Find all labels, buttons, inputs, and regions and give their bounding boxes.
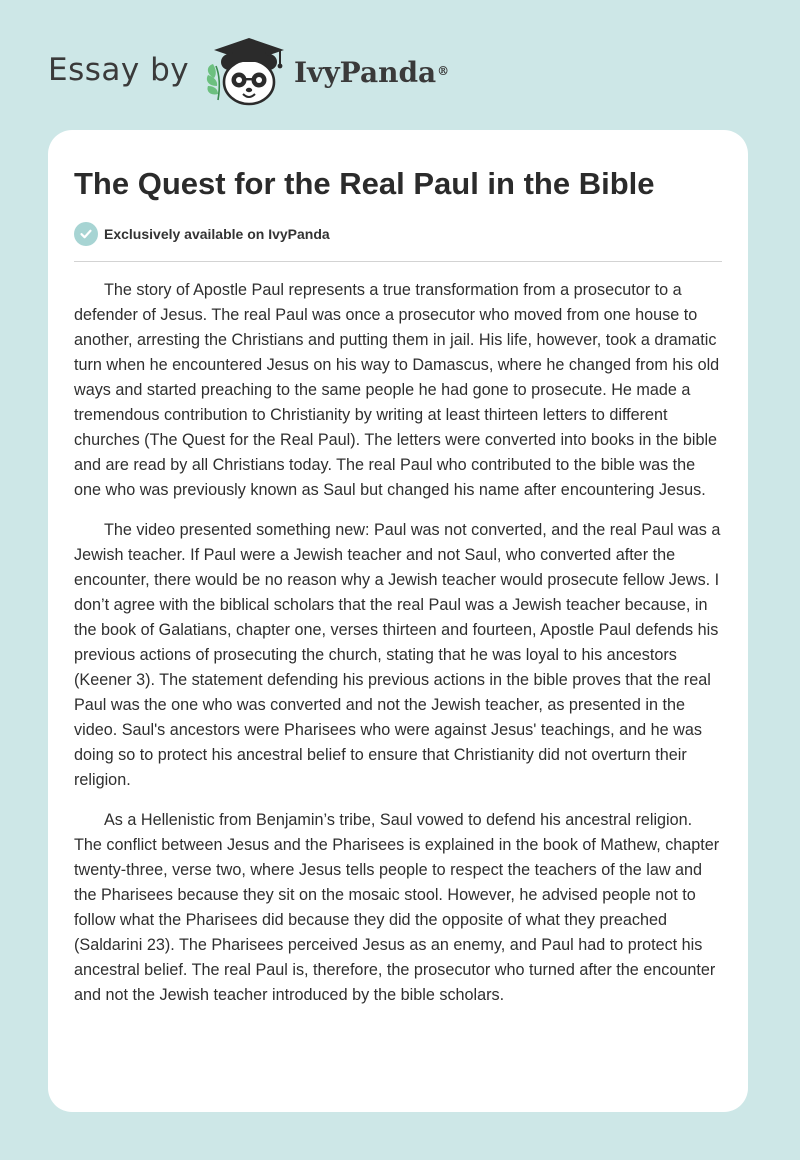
brand-name[interactable] xyxy=(294,53,449,93)
paragraph: As a Hellenistic from Benjamin’s tribe, Saul vowed to defend his ancestral religion. The conflict between Jesus and the Pharisees is explained in the book of Mathew, chapter twenty-three, verse two, where Jesus tells people to respect the teachers of the law and the Pharisees because they sit on the mosaic stool. However, he advised people not to follow what the Pharisees did because they did the opposite of what they preached (Saldarini 23). The Pharisees perceived Jesus as an enemy, and Paul had to protect his ancestral belief. The real Paul is, therefore, the prosecutor who turned after the encounter and not the Jewish teacher introduced by the bible scholars. xyxy=(74,811,720,1004)
trademark-symbol: ® xyxy=(437,64,450,78)
site-header xyxy=(0,0,800,120)
exclusive-badge xyxy=(74,222,330,246)
panda-graduate-logo-icon[interactable] xyxy=(204,36,292,108)
essay-body xyxy=(74,278,722,1023)
page-title: The Quest for the Real Paul in the Bible xyxy=(74,166,655,201)
check-circle-icon xyxy=(74,222,98,246)
paragraph: The video presented something new: Paul was not converted, and the real Paul was a Jewish teacher. If Paul were a Jewish teacher and not Saul, who converted after the encounter, there would be no reason why a Jewish teacher would prosecute fellow Jews. I don’t agree with the biblical scholars that the real Paul was a Jewish teacher because, in the book of Galatians, chapter one, verses thirteen and fourteen, Apostle Paul defends his previous actions of prosecuting the church, stating that he was loyal to his ancestors (Keener 3). The statement defending his previous actions in the bible proves that the real Paul was the one who was converted and not the Jewish teacher, as presented in the video. Saul's ancestors were Pharisees who were against Jesus' teachings, and he was doing so to protect his ancestral belief to ensure that Christianity did not overturn their religion. xyxy=(74,521,721,789)
brand-prefix: Essay by xyxy=(48,52,190,88)
paragraph: The story of Apostle Paul represents a true transformation from a prosecutor to a defender of Jesus. The real Paul was once a prosecutor who moved from one house to another, arresting the Christians and putting them in jail. His life, however, took a dramatic turn when he encountered Jesus on his way to Damascus, where he changed from his old ways and started preaching to the same people he had gone to prosecute. He made a tremendous contribution to Christianity by writing at least thirteen letters to different churches (The Quest for the Real Paul). The letters were converted into books in the bible and are read by all Christians today. The real Paul who contributed to the bible was the one who was previously known as Saul but changed his name after encountering Jesus. xyxy=(74,281,720,499)
essay-card xyxy=(48,130,748,1112)
title-divider xyxy=(74,261,722,262)
exclusive-badge-label: Exclusively available on IvyPanda xyxy=(104,226,330,242)
brand-name-text: IvyPanda xyxy=(294,56,437,89)
